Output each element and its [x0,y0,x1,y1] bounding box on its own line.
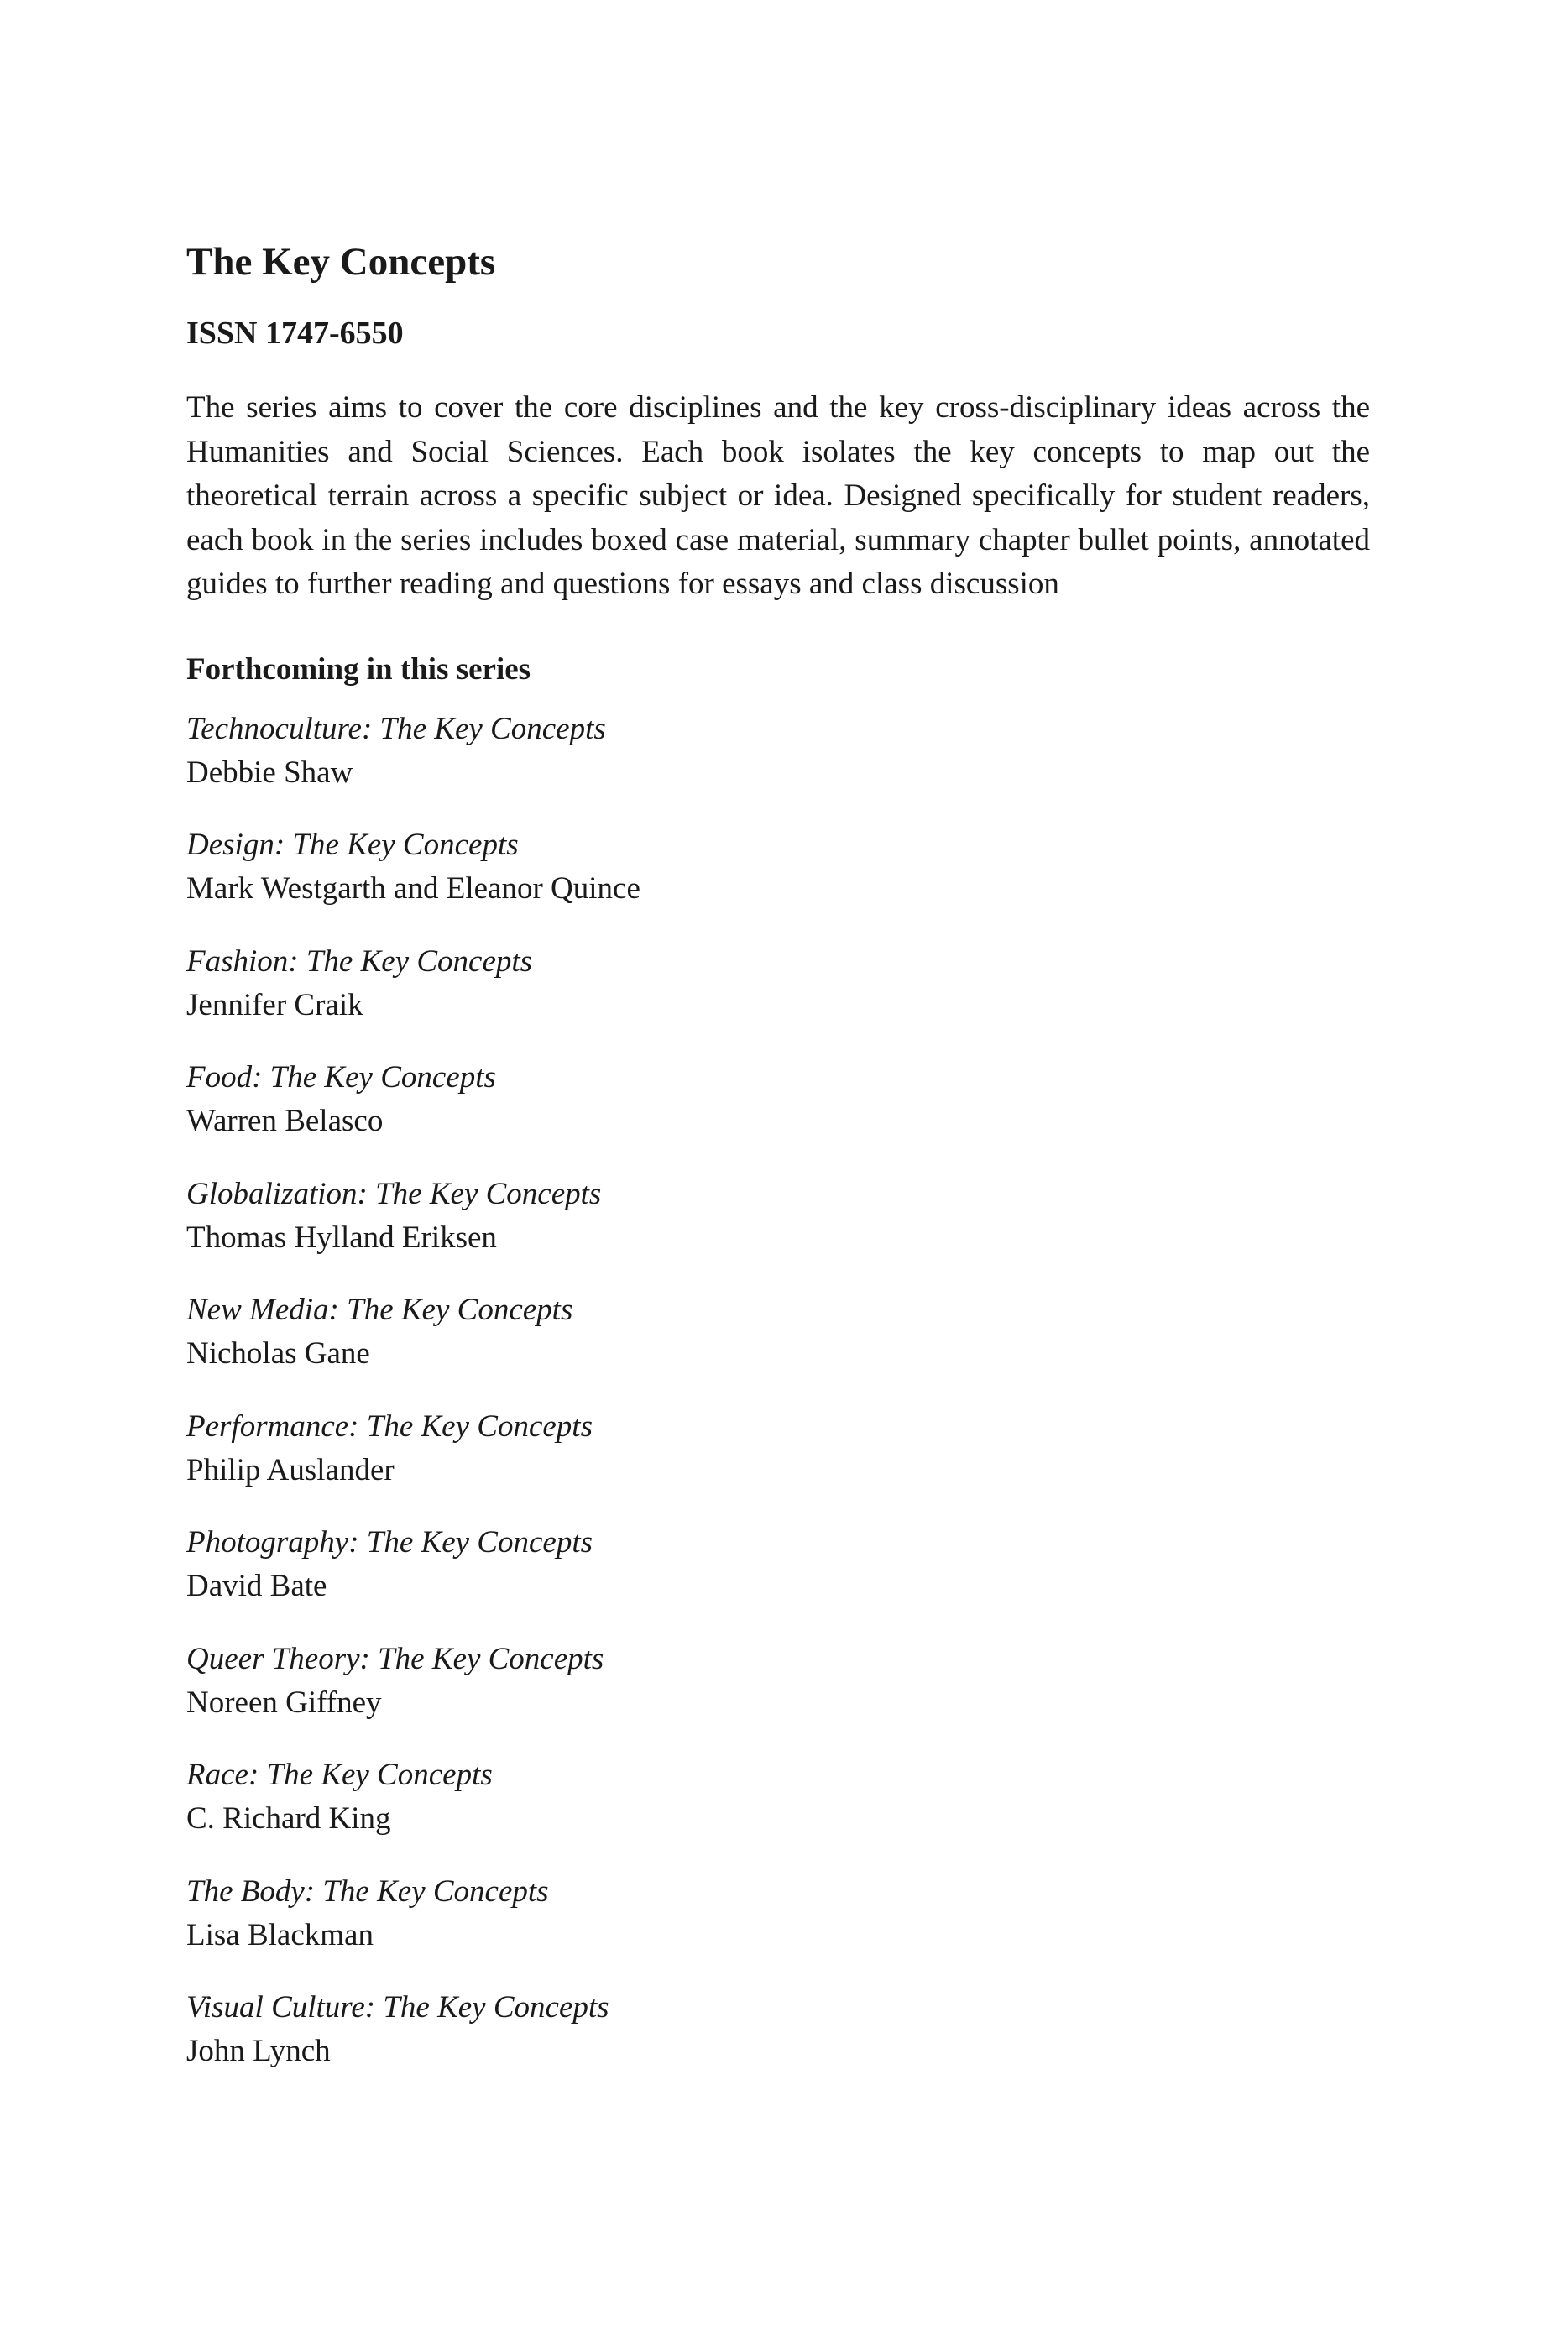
book-title: Visual Culture: The Key Concepts [186,1990,609,2025]
book-author: Lisa Blackman [186,1917,374,1952]
book-entry [186,823,1370,911]
book-entry [186,1638,1370,1725]
book-entry [186,940,1370,1027]
book-author: Mark Westgarth and Eleanor Quince [186,871,640,906]
book-entry [186,1521,1370,1608]
book-list [186,708,1370,2074]
book-title: Performance: The Key Concepts [186,1408,593,1444]
book-entry [186,1056,1370,1143]
book-entry [186,1405,1370,1492]
book-author: Noreen Giffney [186,1685,382,1720]
book-entry [186,1986,1370,2073]
book-title: The Body: The Key Concepts [186,1873,549,1909]
book-title: Queer Theory: The Key Concepts [186,1641,604,1676]
book-title: Fashion: The Key Concepts [186,943,533,979]
book-title: Food: The Key Concepts [186,1060,496,1095]
book-entry [186,1288,1370,1376]
issn-number: ISSN 1747-6550 [186,316,404,351]
book-author: John Lynch [186,2034,331,2068]
book-author: Warren Belasco [186,1104,384,1138]
book-title: Race: The Key Concepts [186,1758,493,1792]
book-author: Jennifer Craik [186,987,363,1022]
series-description: The series aims to cover the core disciplines and the key cross-disciplinary ideas across the Humanities and Social Sciences. Each book isolates the key concepts to map out the theoretical terrain across a specific subject or idea. Designed specifically for student readers, each book in the series includes boxed case material, summary chapter bullet points, annotated guides to further reading and questions for essays and class discussion [186,390,1370,601]
book-author: Nicholas Gane [186,1336,370,1371]
book-title: Globalization: The Key Concepts [186,1176,602,1211]
book-author: Philip Auslander [186,1452,395,1487]
book-entry [186,1173,1370,1260]
series-title: The Key Concepts [186,240,496,284]
book-author: David Bate [186,1569,327,1603]
book-author: Debbie Shaw [186,755,353,790]
book-title: New Media: The Key Concepts [186,1293,573,1327]
book-author: Thomas Hylland Eriksen [186,1220,497,1255]
book-entry [186,1753,1370,1841]
book-title: Technoculture: The Key Concepts [186,711,606,746]
page-content [186,237,1370,2103]
book-author: C. Richard King [186,1801,391,1836]
book-title: Photography: The Key Concepts [186,1525,593,1560]
forthcoming-heading: Forthcoming in this series [186,651,531,687]
book-entry [186,1870,1370,1957]
book-entry [186,708,1370,795]
book-title: Design: The Key Concepts [186,828,519,862]
